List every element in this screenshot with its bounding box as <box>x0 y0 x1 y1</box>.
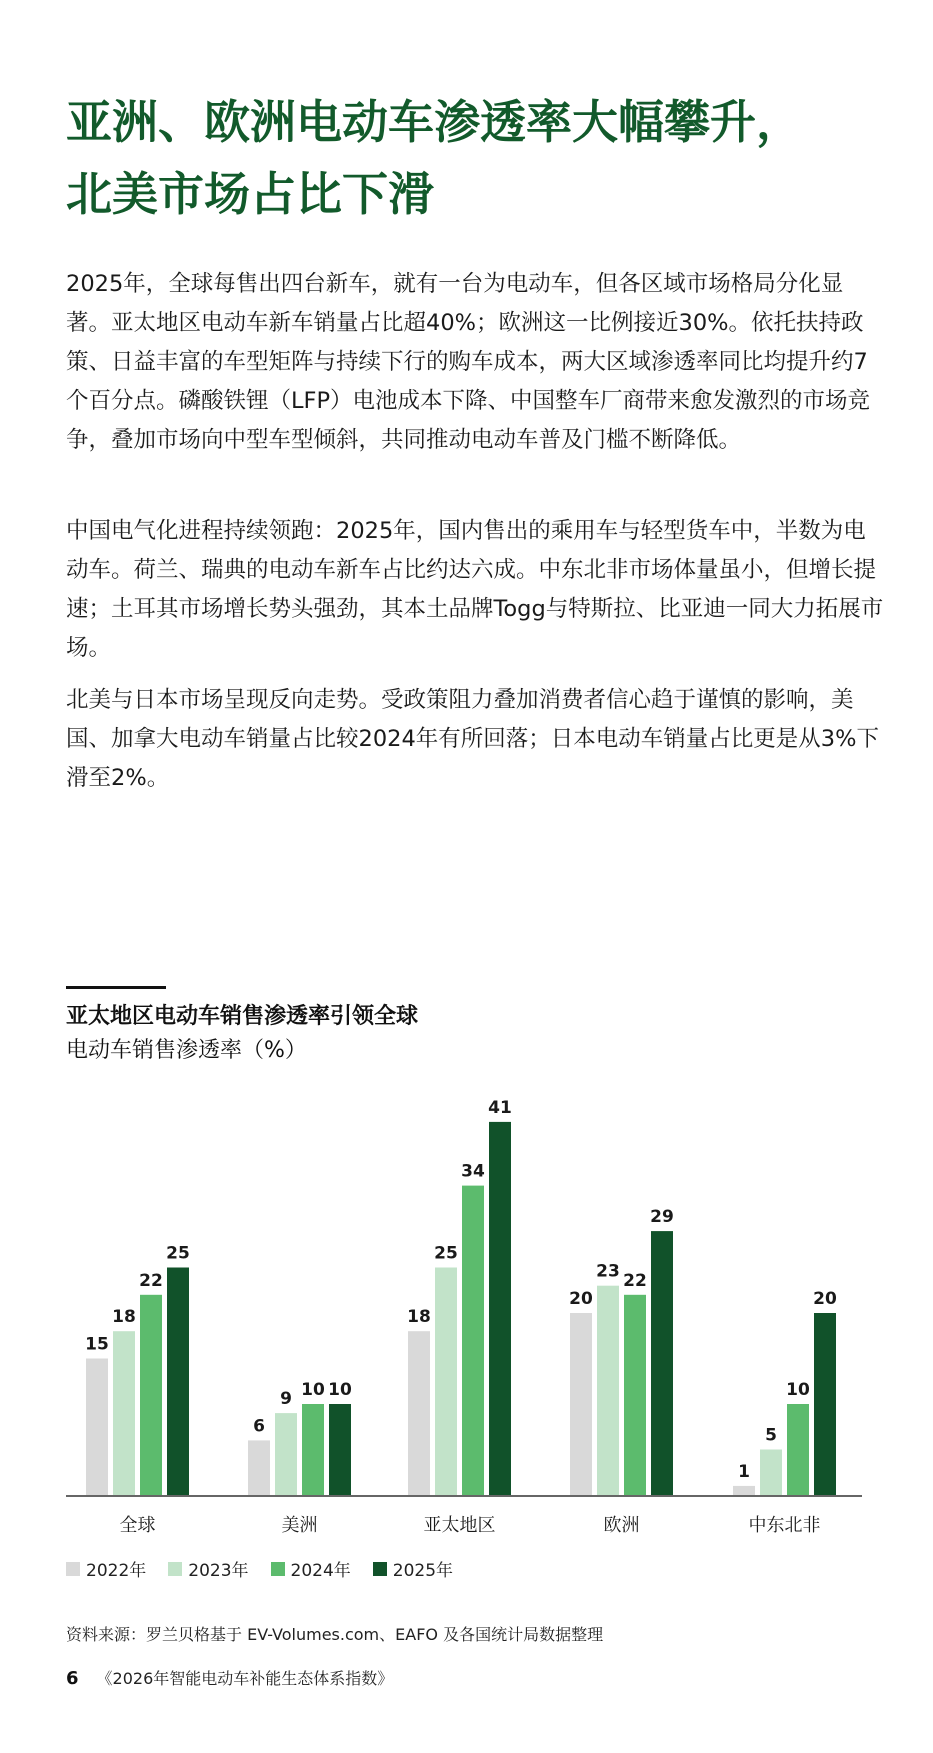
data-label-2024-2: 34 <box>461 1161 485 1182</box>
paragraph-1: 2025年，全球每售出四台新车，就有一台为电动车，但各区域市场格局分化显著。亚太地区电动车新车销量占比超40%；欧洲这一比例接近30%。依托扶持政策、日益丰富的车型矩阵与持续下行的购车成本，两大区域渗透率同比均提升约7个百分点。磷酸铁锂（LFP）电池成本下降、中国整车厂商带来愈发激烈的市场竞争，叠加市场向中型车型倾斜，共同推动电动车普及门槛不断降低。 <box>66 271 871 453</box>
data-label-2022-4: 1 <box>738 1461 750 1482</box>
data-label-2024-0: 22 <box>139 1270 163 1291</box>
legend-swatch-2023 <box>168 1562 182 1576</box>
data-label-2022-2: 18 <box>407 1307 431 1328</box>
data-label-2024-1: 10 <box>301 1380 325 1400</box>
data-label-2024-3: 22 <box>623 1270 647 1291</box>
bar-2023-2 <box>435 1268 457 1496</box>
chart-ylabel: 电动车销售渗透率（%） <box>66 1038 307 1063</box>
legend-item-2025 <box>373 1556 453 1581</box>
legend-swatch-2024 <box>271 1562 285 1576</box>
legend-label-2022: 2022年 <box>86 1561 147 1581</box>
page-title <box>66 86 886 230</box>
bar-2024-0 <box>140 1295 162 1495</box>
data-label-2025-3: 29 <box>650 1207 674 1228</box>
data-label-2023-1: 9 <box>280 1389 292 1410</box>
legend-item-2022 <box>66 1556 146 1581</box>
bar-2022-2 <box>408 1331 430 1495</box>
bar-2023-1 <box>275 1413 297 1495</box>
bar-2023-4 <box>760 1450 782 1496</box>
publication-title: 《2026年智能电动车补能生态体系指数》 <box>96 1669 394 1688</box>
bar-2023-3 <box>597 1286 619 1495</box>
bar-2025-1 <box>329 1404 351 1495</box>
legend-swatch-2022 <box>66 1562 80 1576</box>
chart-title: 亚太地区电动车销售渗透率引领全球 <box>66 1004 419 1029</box>
source-note: 资料来源：罗兰贝格基于 EV-Volumes.com、EAFO 及各国统计局数据整理 <box>66 1625 604 1644</box>
data-label-2025-4: 20 <box>813 1289 837 1309</box>
data-label-2023-4: 5 <box>765 1425 777 1446</box>
bar-2023-0 <box>113 1331 135 1495</box>
bar-2022-4 <box>733 1486 755 1495</box>
bar-2025-4 <box>814 1313 836 1495</box>
legend-label-2025: 2025年 <box>392 1561 454 1581</box>
bar-2022-0 <box>86 1359 108 1496</box>
legend-item-2023 <box>168 1556 248 1581</box>
data-label-2023-3: 23 <box>596 1261 620 1282</box>
data-label-2025-2: 41 <box>488 1097 512 1118</box>
title-line-2: 北美市场占比下滑 <box>66 167 434 221</box>
bar-2022-3 <box>570 1313 592 1495</box>
bar-2025-2 <box>489 1122 511 1495</box>
data-label-2022-3: 20 <box>569 1289 593 1309</box>
data-label-2022-1: 6 <box>253 1416 265 1437</box>
data-label-2025-1: 10 <box>328 1380 352 1400</box>
bar-2024-4 <box>787 1404 809 1495</box>
page-footer <box>66 1666 393 1689</box>
category-label-2: 亚太地区 <box>423 1515 496 1536</box>
data-label-2023-2: 25 <box>434 1243 458 1264</box>
category-label-1: 美洲 <box>281 1515 318 1536</box>
bar-chart <box>0 1080 933 1550</box>
chart-divider <box>66 986 166 989</box>
paragraph-3: 北美与日本市场呈现反向走势。受政策阻力叠加消费者信心趋于谨慎的影响，美国、加拿大电动车销量占比较2024年有所回落；日本电动车销量占比更是从3%下滑至2%。 <box>66 687 879 791</box>
data-label-2024-4: 10 <box>786 1380 810 1400</box>
page-number: 6 <box>66 1668 79 1689</box>
legend-label-2024: 2024年 <box>290 1561 351 1581</box>
bar-2024-3 <box>624 1295 646 1495</box>
data-label-2022-0: 15 <box>85 1334 109 1355</box>
category-label-4: 中东北非 <box>748 1515 821 1536</box>
category-label-3: 欧洲 <box>603 1515 640 1536</box>
chart-legend <box>66 1556 453 1581</box>
data-label-2023-0: 18 <box>112 1307 136 1328</box>
title-line-1: 亚洲、欧洲电动车渗透率大幅攀升， <box>66 95 802 149</box>
bar-2025-3 <box>651 1231 673 1495</box>
legend-item-2024 <box>271 1556 351 1581</box>
bar-2024-1 <box>302 1404 324 1495</box>
paragraph-2: 中国电气化进程持续领跑：2025年，国内售出的乘用车与轻型货车中，半数为电动车。荷兰、瑞典的电动车新车占比约达六成。中东北非市场体量虽小，但增长提速；土耳其市场增长势头强劲，其本土品牌Togg与特斯拉、比亚迪一同大力拓展市场。 <box>66 518 884 661</box>
legend-swatch-2025 <box>373 1562 387 1576</box>
bar-2025-0 <box>167 1268 189 1496</box>
data-label-2025-0: 25 <box>166 1243 190 1264</box>
bar-2024-2 <box>462 1186 484 1495</box>
bar-2022-1 <box>248 1440 270 1495</box>
legend-label-2023: 2023年 <box>188 1561 249 1581</box>
category-label-0: 全球 <box>119 1515 156 1536</box>
